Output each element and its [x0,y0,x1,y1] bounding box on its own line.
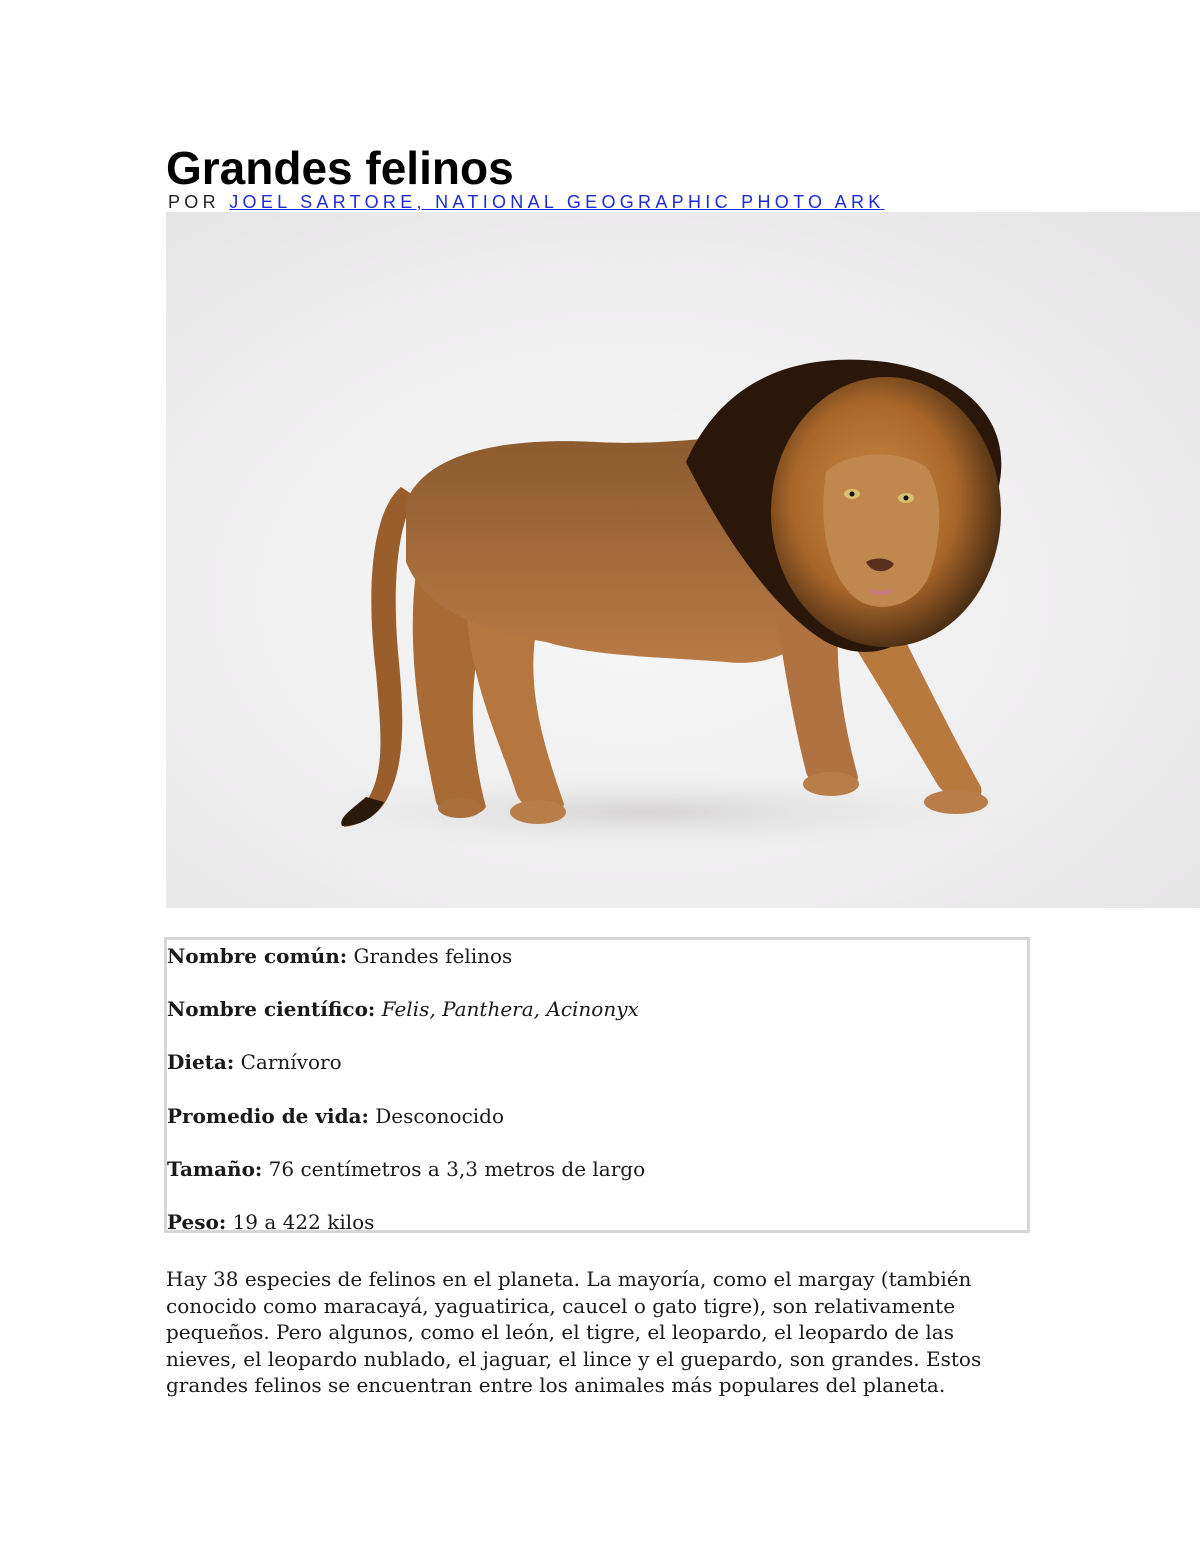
fact-value: 76 centímetros a 3,3 metros de largo [268,1157,646,1181]
fact-label: Dieta: [167,1050,235,1074]
fact-scientific-name [167,997,639,1021]
lion-illustration [166,212,1200,908]
article-paragraph: Hay 38 especies de felinos en el planeta. La mayoría, como el margay (también conocido como maracayá, yaguatirica, caucel o gato tigre), son relativamente pequeños. Pero algunos, como el león, el tigre, el leopardo, el leopardo de las nieves, el leopardo nublado, el jaguar, el lince y el guepardo, son grandes. Estos grandes felinos se encuentran entre los animales más populares del planeta. [166,1267,982,1397]
fact-label: Nombre científico: [167,997,376,1021]
fact-common-name [167,944,512,968]
author-link[interactable]: JOEL SARTORE, NATIONAL GEOGRAPHIC PHOTO ARK [229,192,885,212]
fact-size [167,1157,645,1181]
fact-value: 19 a 422 kilos [232,1210,375,1234]
fact-label: Tamaño: [167,1157,263,1181]
fact-value: Desconocido [375,1104,505,1128]
fact-label: Peso: [167,1210,227,1234]
byline-prefix: POR [168,192,220,212]
fact-value: Grandes felinos [353,944,513,968]
fact-diet [167,1050,342,1074]
fact-label: Promedio de vida: [167,1104,369,1128]
fact-value: Carnívoro [240,1050,342,1074]
fact-lifespan [167,1104,504,1128]
page-title: Grandes felinos [166,142,514,194]
fact-value: Felis, Panthera, Acinonyx [381,997,639,1021]
byline [168,192,885,213]
facts-box [164,937,1030,1233]
fact-weight [167,1210,374,1234]
fact-label: Nombre común: [167,944,348,968]
lion-photo [166,212,1200,908]
